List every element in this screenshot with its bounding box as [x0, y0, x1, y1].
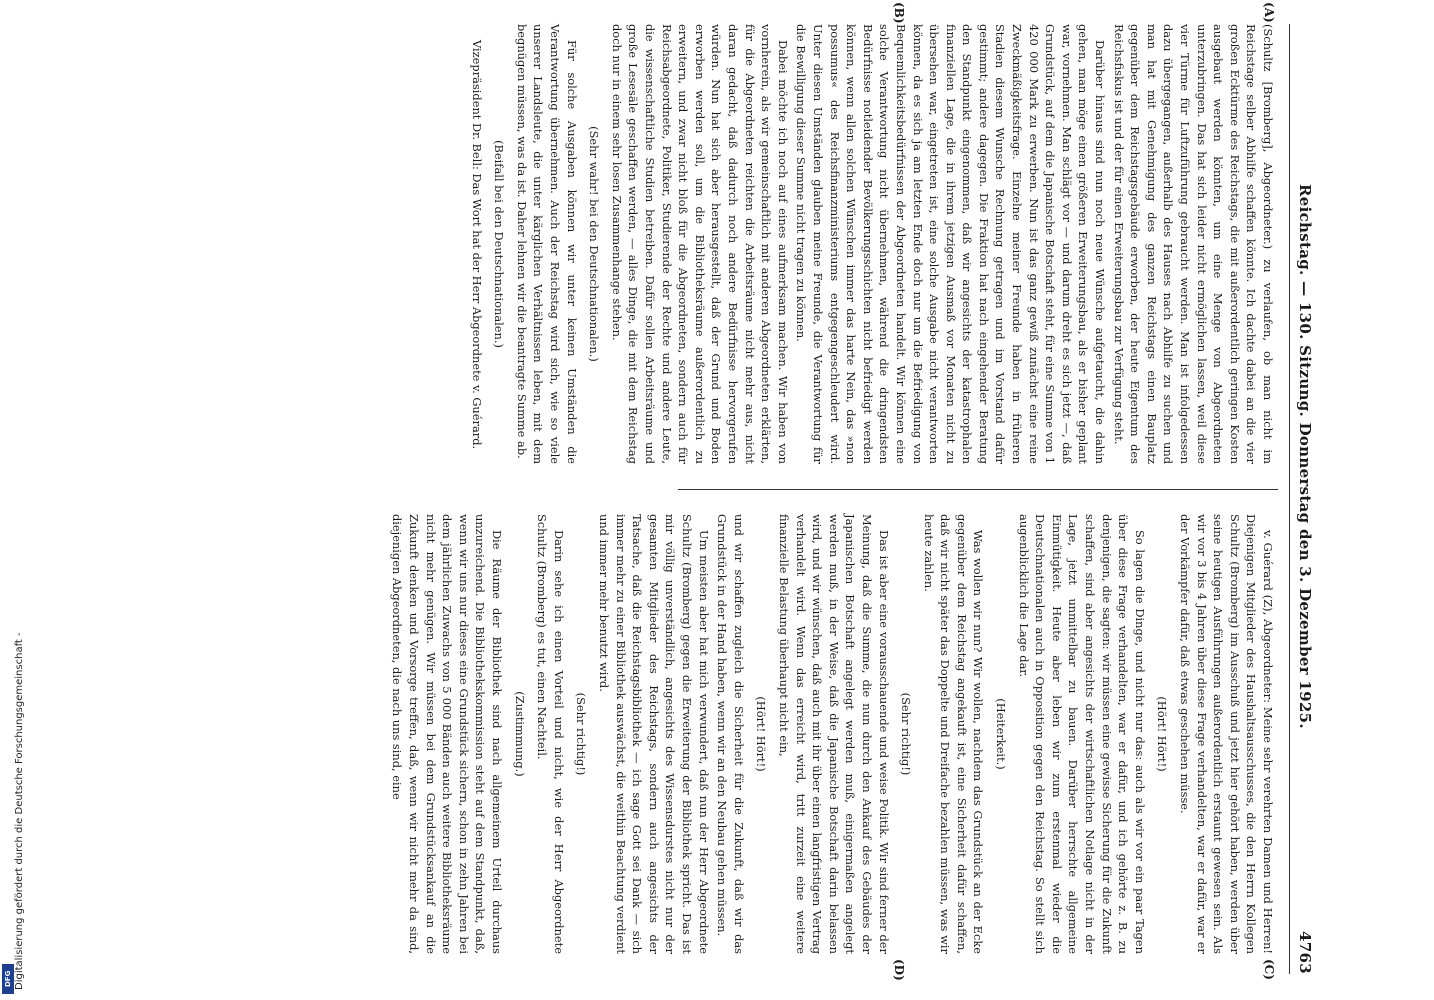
paragraph: (Schultz [Bromberg], Abgeordneter.) zu verlaufen, ob man nicht im Reichstage selber Abhilfe schaffen könnte. Ich dachte dabei an die vier großen Ecktürme des Reichstags, die mit außerordentlich geringen Kosten ausgebaut werden könnten, um eine Menge von Abgeordneten unterzubringen. Das hat sich leider nicht ermöglichen lassen, weil diese vier Türme für Luftzuführung gebraucht werden. Man ist infolgedessen dazu übergegangen, außerhalb des Hauses nach Abhilfe zu suchen und man hat mit Genehmigung des ganzen Reichstags einen Bauplatz gegenüber dem Reichstagsgebäude erworben, der heute Eigentum des Reichsfiskus ist und der für einen Erweiterungsbau zur Verfügung steht. — [1111, 24, 1275, 464]
digitization-credit — [2, 560, 25, 990]
margin-mark-a: (A) — [1262, 2, 1276, 23]
rotated-content — [116, 2, 1316, 981]
margin-mark-c: (C) — [1262, 959, 1276, 980]
interjection: (Beifall bei den Deutschnationalen.) — [492, 140, 507, 348]
right-column — [387, 514, 1276, 954]
paragraph: Vizepräsident Dr. Bell: Das Wort hat der Herr Abgeordnete v. Guérard. — [469, 40, 484, 450]
interjection: (Sehr richtig!) — [574, 692, 589, 776]
paragraph: Darin sehe ich einen Vorteil und nicht, wie der Herr Abgeordnete Schultz (Bromberg) es tut, einen Nachteil. — [535, 514, 566, 954]
interjection: (Heiterkeit.) — [994, 698, 1009, 770]
paragraph: Das ist aber eine vorausschauende und weise Politik. Wir sind ferner der Meinung, daß die Summe, die nun durch den Ankauf des Gebäudes der Japanischen Botschaft angelegt werden muß, einigermaßen angelegt werden muß, in der Weise, daß die Japanische Botschaft darin belassen wird, und wir wünschen, daß auch mit ihr über einen langfristigen Vertrag verhandelt wird. Wenn das erreicht wird, tritt zurzeit eine weitere finanzielle Belastung überhaupt nicht ein, — [776, 514, 891, 954]
interjection: (Sehr richtig!) — [899, 692, 914, 776]
paragraph: Für solche Ausgaben können wir unter keinen Umständen die Verantwortung übernehmen. Auch der Reichstag wird sich, wie so viele unserer Landsleute, die unter kärglichen Verhältnissen leben, mit dem begnügen müssen, was da ist. Daher lehnen wir die beantragte Summe ab. — [514, 24, 579, 464]
left-column — [466, 24, 1276, 464]
paragraph: Die Räume der Bibliothek sind nach allgemeinem Urteil durchaus unzureichend. Die Bibliothekskommission steht auf dem Standpunkt, daß, wenn wir uns nur dieses eine Grundstück sichern, schon in zehn Jahren bei dem jährlichen Zuwachs von 5 000 Bänden auch weitere Bibliotheksräume nicht mehr genügen. Wir müssen bei dem Grundstücksankauf an die Zukunft denken und Vorsorge treffen, daß, wenn wir nicht mehr da sind, diejenigen Abgeordneten, die nach uns sind, eine — [390, 514, 505, 954]
paragraph: v. Guérard (Z), Abgeordneter: Meine sehr verehrten Damen und Herren! Diejenigen Mitglieder des Haushaltsausschusses, die den Herrn Kollegen Schultz (Bromberg) im Ausschuß und jetzt hier gehört haben, werden über seine heutigen Ausführungen außerordentlich erstaunt gewesen sein. Als wir vor 3 bis 4 Jahren über diese Frage verhandelten, war er dafür, war er der Vorkämpfer dafür, daß etwas geschehen müsse. — [1178, 514, 1275, 954]
page-header — [1290, 24, 1316, 974]
page-title: Reichstag. — 130. Sitzung. Donnerstag den 3. Dezember 1925. — [1296, 184, 1314, 729]
header-rule — [1289, 24, 1290, 974]
credit-text: Digitalisierung gefördert durch die Deutsche Forschungsgemeinschaft - — [14, 632, 25, 990]
paragraph: und wir schaffen zugleich die Sicherheit für die Zukunft, daß wir das Grundstück in der Hand haben, wenn wir an den Neubau gehen müssen. — [715, 514, 746, 954]
paragraph: Dabei möchte ich noch auf eines aufmerksam machen. Wir haben von vornherein, als wir gemeinschaftlich mit anderen Abgeordneten erklärten, für die Abgeordneten reichten die Arbeitsräume nicht mehr aus, nicht daran gedacht, daß dadurch noch andere Bedürfnisse hervorgerufen würden. Nun hat sich aber herausgestellt, daß der Grund und Boden erworben werden soll, um die Bibliotheksräume außerordentlich zu erweitern, und zwar nicht bloß für die Abgeordneten, sondern auch für Reichsabgeordnete, Politiker, Studierende der Rechte und andere Leute, die wissenschaftliche Studien betreiben. Dafür sollen Arbeitsräume und große Lesesäle geschaffen werden, — alles Dinge, die mit dem Reichstag doch nur in einem sehr losen Zusammenhange stehen. — [609, 24, 790, 464]
interjection: (Hört! Hört!) — [754, 696, 769, 772]
paragraph: Darüber hinaus sind nun noch neue Wünsche aufgetaucht, die dahin gehen, man möge einen größeren Erweiterungsbau, als er bisher geplant war, vornehmen. Man schlägt vor — und darum dreht es sich jetzt —, daß Grundstück, auf dem die Japanische Botschaft steht, für eine Summe von 1 420 000 Mark zu erwerben. Nun ist das ganz gewiß zunächst eine reine Zweckmäßigkeitsfrage. Einzelne meiner Freunde haben in früheren Stadien diesem Wunsche Rechnung getragen und im Vorstand dafür gestimmt; andere dagegen. Die Fraktion hat nach eingehender Beratung den Standpunkt eingenommen, daß wir angesichts der katastrophalen finanziellen Lage, die in ihrem jetzigen Ausmaß vor Monaten nicht zu übersehen war, eingetreten ist, eine solche Ausgabe nicht verantworten können, da es sich ja am letzten Ende doch nur um die Befriedigung von Bequemlichkeitsbedürfnissen der Abgeordneten handelt. Wir können eine solche Verantwortung nicht übernehmen, während die dringendsten Bedürfnisse notleidender Bevölkerungsschichten nicht befriedigt werden können, wenn allen solchen Wünschen immer das harte Nein, das »non possumus« des Reichsfinanzministeriums entgegengeschleudert wird. Unter diesen Umständen glauben meine Freunde, die Verantwortung für die Bewilligung dieser Summe nicht tragen zu können. — [794, 24, 1108, 464]
paragraph: Was wollen wir nun? Wir wollen, nachdem das Grundstück an der Ecke gegenüber dem Reichstag angekauft ist, eine Sicherheit dafür schaffen, daß wir nicht später das Doppelte und Dreifache bezahlen müssen, was wir heute zahlen. — [921, 514, 986, 954]
margin-mark-d: (D) — [892, 959, 906, 981]
interjection: (Sehr wahr! bei den Deutschnationalen.) — [587, 126, 602, 362]
page-number: 4763 — [1296, 931, 1314, 974]
dfg-logo: DFG — [2, 964, 14, 994]
column-divider — [678, 489, 1278, 490]
interjection: (Hört! Hört!) — [1155, 696, 1170, 772]
paragraph: So lagen die Dinge, und nicht nur das: auch als wir vor ein paar Tagen über diese Frage verhandelten, war er dafür, und ich gehörte z. B. zu denjenigen, die sagten: wir müssen eine gewisse Sicherung für die Zukunft schaffen, sind aber angesichts der wirtschaftlichen Notlage nicht in der Lage, jetzt unmittelbar zu bauen. Darüber herrschte allgemeine Einmütigkeit. Heute aber leben wir zum erstenmal wieder die Deutschnationalen auch in Opposition gegen den Reichstag. So stellt sich augenblicklich die Lage dar. — [1016, 514, 1147, 954]
paragraph: Um meisten aber hat mich verwundert, daß nun der Herr Abgeordnete Schultz (Bromberg) gegen die Erweiterung der Bibliothek spricht. Das ist mir völlig unverständlich, angesichts des Wissensdurstes nicht nur der gesamten Mitglieder des Reichstags, sondern auch angesichts der Tatsache, daß die Reichstagsbibliothek — ich sage Gott sei Dank — sich immer mehr zu einer Bibliothek auswächst, die weithin Beachtung verdient und immer mehr benutzt wird. — [597, 514, 711, 954]
margin-mark-b: (B) — [892, 2, 906, 24]
interjection: (Zustimmung.) — [512, 691, 527, 777]
